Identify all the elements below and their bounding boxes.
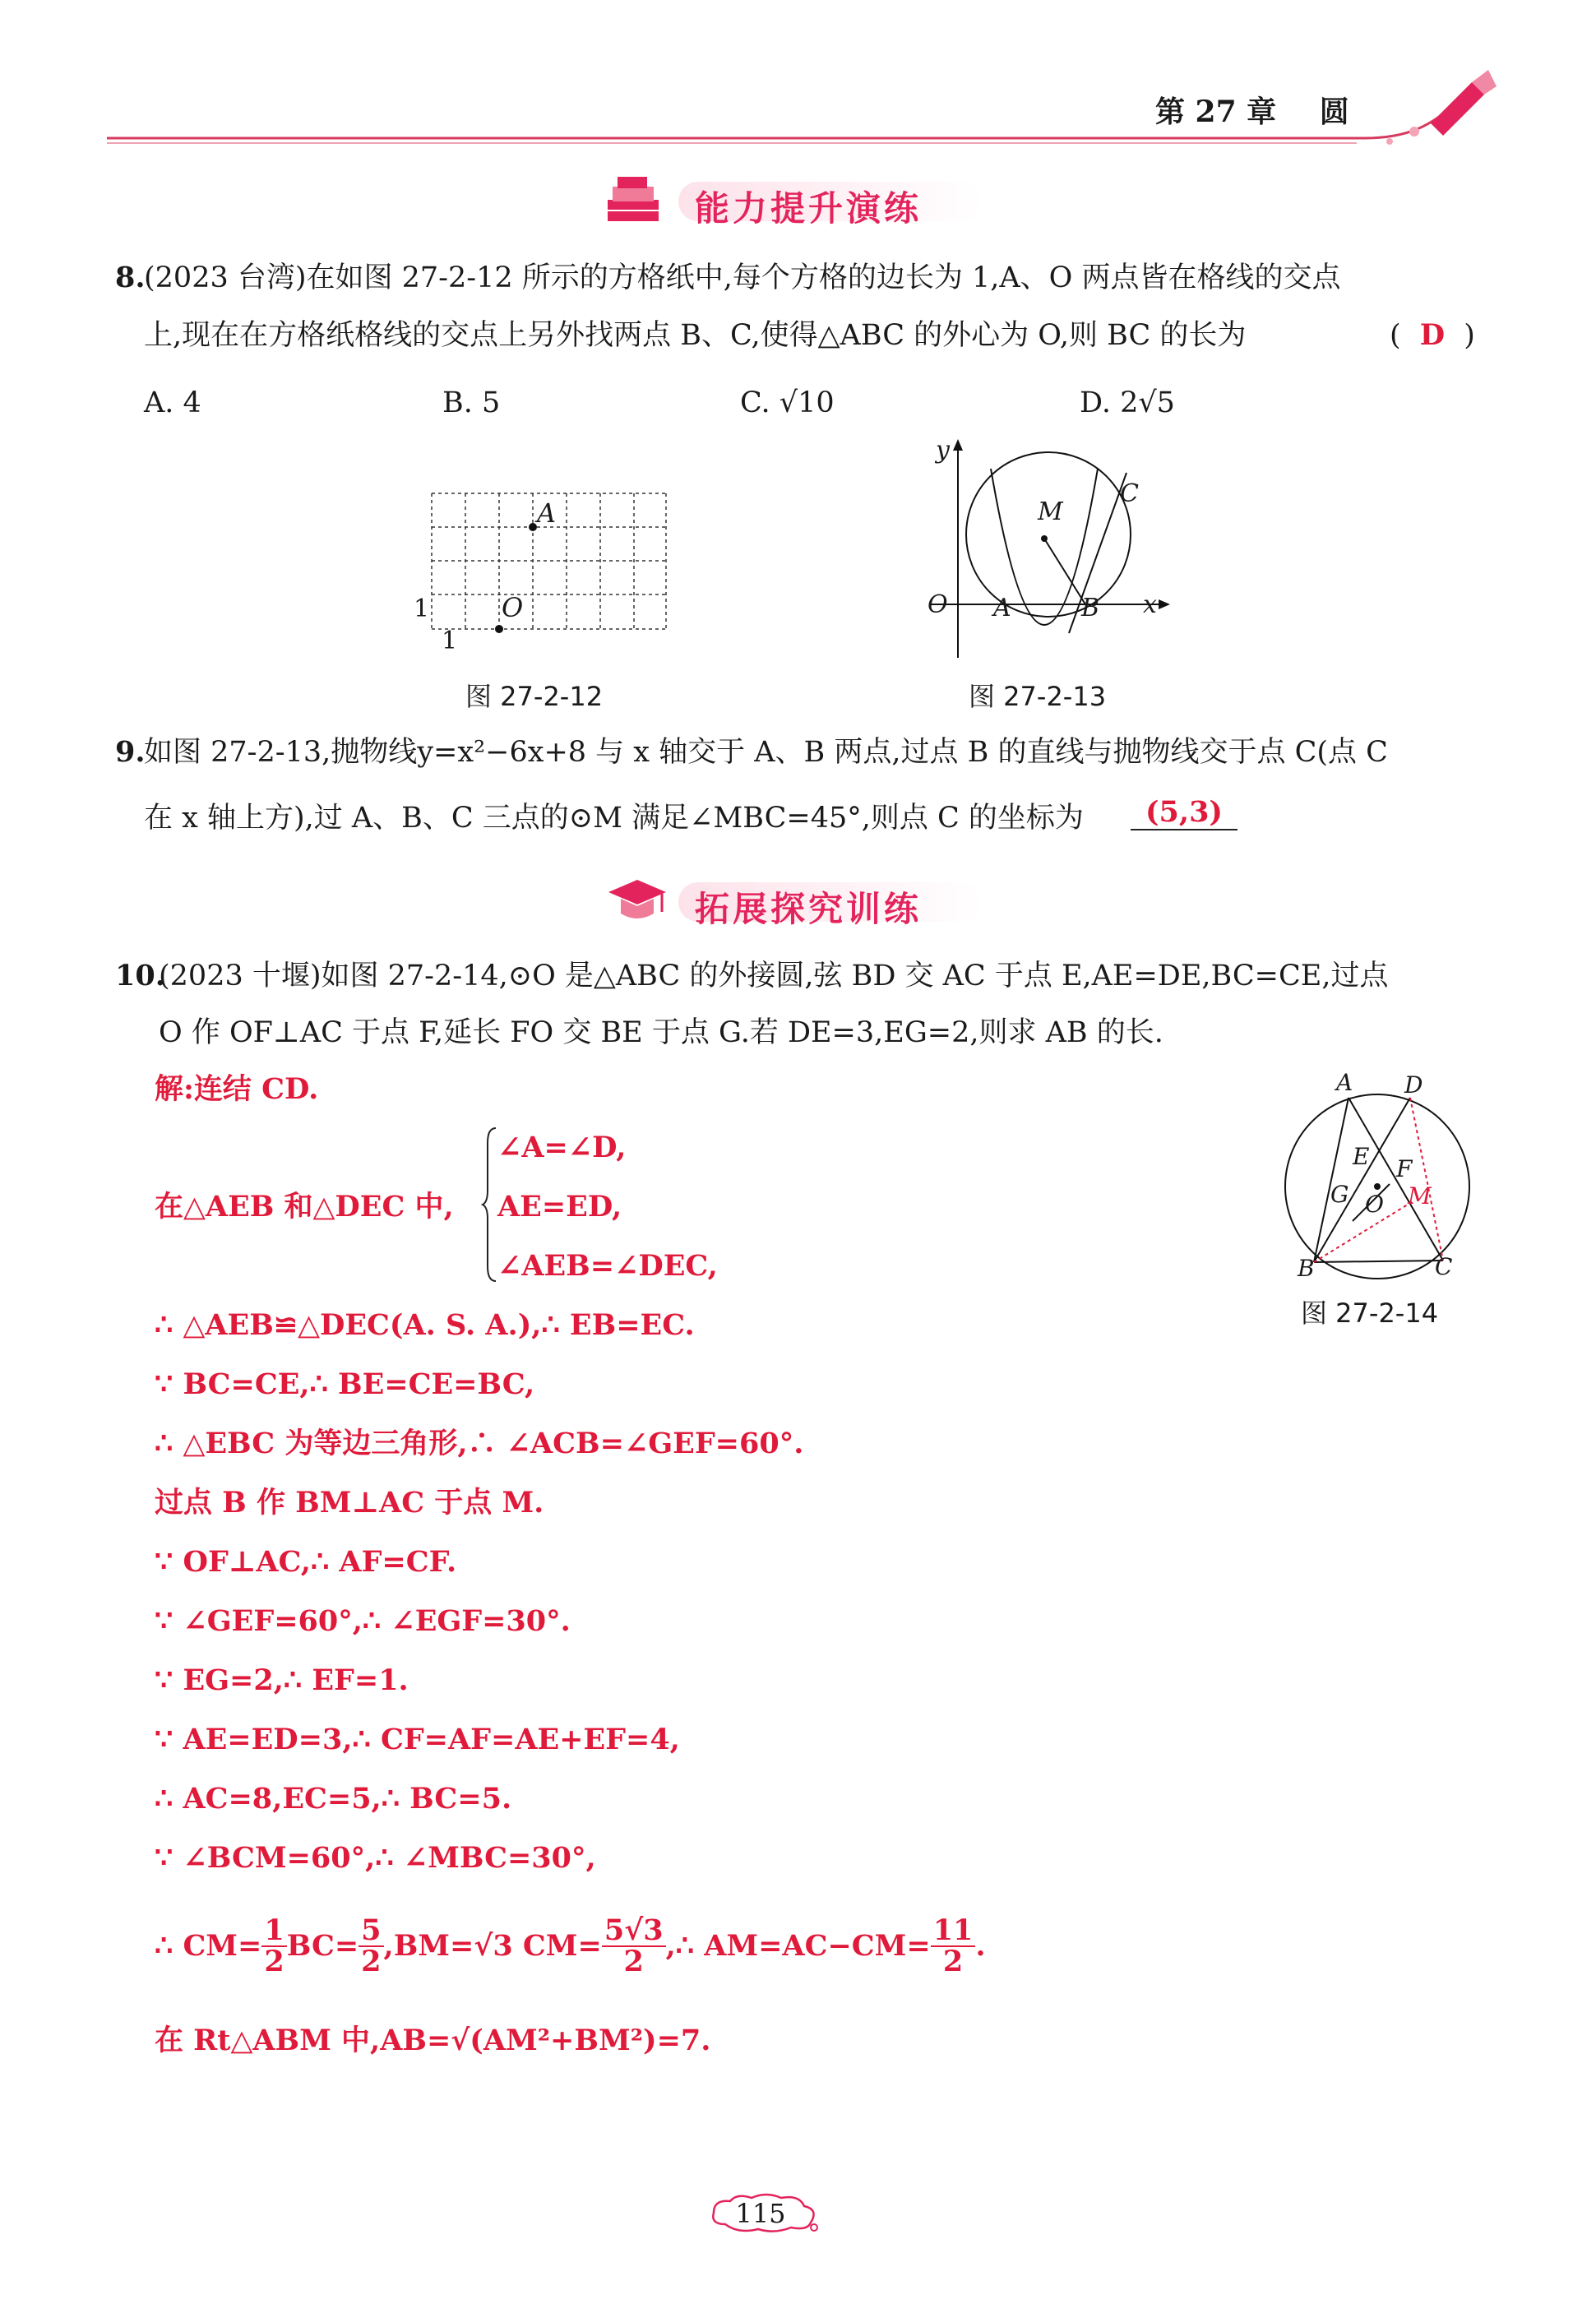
solution-step-7: ∵ EG=2,∴ EF=1. <box>155 1663 409 1697</box>
q8-option-a: A. 4 <box>144 386 201 419</box>
solution-step-6: ∵ ∠GEF=60°,∴ ∠EGF=30°. <box>155 1604 571 1638</box>
section-title-1: 能力提升演练 <box>695 188 923 229</box>
fig14-label-c: C <box>1435 1253 1453 1280</box>
fraction-1-2: $\frac{1}{2}$ <box>261 1916 286 1977</box>
solution-step-2: ∵ BC=CE,∴ BE=CE=BC, <box>155 1367 535 1401</box>
page-number: 115 <box>735 2198 786 2229</box>
fig13-label-y: y <box>936 436 950 465</box>
point-a-dot <box>529 523 537 531</box>
solution-case-prefix: 在△AEB 和△DEC 中, <box>155 1190 454 1224</box>
q9-answer-blank <box>1131 796 1237 830</box>
section-banner-1 <box>604 175 991 229</box>
solution-case3: ∠AEB=∠DEC, <box>497 1249 718 1283</box>
fraction-5-2: $\frac{5}{2}$ <box>359 1916 383 1977</box>
q8-line2: 上,现在在方格纸格线的交点上另外找两点 B、C,使得△ABC 的外心为 O,则 BC 的长为 <box>144 319 1247 352</box>
q9-line1: 如图 27-2-13,抛物线y=x²−6x+8 与 x 轴交于 A、B 两点,过点 B 的直线与抛物线交于点 C(点 C <box>144 736 1388 769</box>
fig13-label-a: A <box>993 594 1011 622</box>
solution-step-3: ∴ △EBC 为等边三角形,∴ ∠ACB=∠GEF=60°. <box>155 1427 804 1460</box>
fig14-label-a: A <box>1336 1069 1353 1096</box>
fig13-label-c: C <box>1120 479 1139 508</box>
center-o-dot <box>1374 1183 1381 1190</box>
fig14-label-m: M <box>1408 1182 1432 1210</box>
graduation-cap-icon <box>604 876 670 927</box>
fig14-label-g: G <box>1330 1181 1349 1208</box>
q8-option-c: C. √10 <box>740 386 835 419</box>
fig13-label-x: x <box>1143 590 1157 619</box>
q8-number: 8. <box>115 261 146 294</box>
solution-intro: 解:连结 CD. <box>155 1072 319 1106</box>
fig14-label-b: B <box>1298 1255 1315 1282</box>
solution-step-1: ∴ △AEB≌△DEC(A. S. A.),∴ EB=EC. <box>155 1308 695 1342</box>
q8-answer: D <box>1419 318 1446 352</box>
fig12-label-o: O <box>502 592 524 623</box>
chapter-number: 第 27 章 <box>1155 95 1277 129</box>
solution-step-4: 过点 B 作 BM⊥AC 于点 M. <box>155 1486 544 1520</box>
fig12-label-a: A <box>537 497 557 529</box>
fig14-label-o: O <box>1365 1191 1384 1218</box>
figure-parabola-circle <box>921 436 1184 666</box>
fraction-11-2: $\frac{11}{2}$ <box>931 1916 976 1977</box>
center-m-dot <box>1041 535 1048 542</box>
q8-option-d: D. 2√5 <box>1080 386 1175 419</box>
fig14-label-e: E <box>1353 1143 1370 1170</box>
fig13-label-m: M <box>1038 497 1063 526</box>
solution-step-5: ∵ OF⊥AC,∴ AF=CF. <box>155 1545 457 1579</box>
q9-number: 9. <box>115 735 146 769</box>
q10-line2: O 作 OF⊥AC 于点 F,延长 FO 交 BE 于点 G.若 DE=3,EG=2,则求 AB 的长. <box>159 1016 1163 1049</box>
solution-step-10: ∵ ∠BCM=60°,∴ ∠MBC=30°, <box>155 1841 596 1875</box>
fig13-caption: 图 27-2-13 <box>969 681 1107 712</box>
q9-line2: 在 x 轴上方),过 A、B、C 三点的⊙M 满足∠MBC=45°,则点 C 的坐标为 <box>144 802 1084 835</box>
page-number-badge <box>709 2191 824 2234</box>
fig12-caption: 图 27-2-12 <box>465 681 604 712</box>
fig14-caption: 图 27-2-14 <box>1301 1298 1439 1329</box>
solution-step-8: ∵ AE=ED=3,∴ CF=AF=AE+EF=4, <box>155 1723 680 1756</box>
q8-answer-bracket: ( D ) <box>1390 318 1475 352</box>
fig14-label-d: D <box>1404 1071 1423 1099</box>
section-title-2: 拓展探究训练 <box>695 889 923 929</box>
solution-step-11: ∴ CM= $\frac{1}{2}$ BC= $\frac{5}{2}$ ,BM=√3 CM= $\frac{5√3}{2}$ ,∴ AM=AC−CM= $\frac{11}{2}$ . <box>155 1913 986 1978</box>
solution-step-9: ∴ AC=8,EC=5,∴ BC=5. <box>155 1782 512 1816</box>
header-rule <box>107 66 1505 156</box>
solution-case1: ∠A=∠D, <box>497 1131 627 1164</box>
fig13-label-b: B <box>1081 594 1100 622</box>
q10-line1: (2023 十堰)如图 27-2-14,⊙O 是△ABC 的外接圆,弦 BD 交 AC 于点 E,AE=DE,BC=CE,过点 <box>159 960 1389 992</box>
chapter-title: 圆 <box>1319 95 1349 129</box>
circle-m <box>966 452 1131 617</box>
segment-mb <box>1044 539 1085 604</box>
fig14-label-f: F <box>1396 1155 1413 1182</box>
q9-answer: (5,3) <box>1145 795 1223 829</box>
q10-number: 10. <box>115 959 165 992</box>
q8-line1: (2023 台湾)在如图 27-2-12 所示的方格纸中,每个方格的边长为 1,A、O 两点皆在格线的交点 <box>144 261 1341 294</box>
fig12-unit-left: 1 <box>414 594 430 623</box>
brace <box>481 1126 497 1283</box>
solution-case2: AE=ED, <box>497 1190 622 1224</box>
fig12-unit-bottom: 1 <box>442 627 458 655</box>
solution-step-12: 在 Rt△ABM 中,AB=√(AM²+BM²)=7. <box>155 2024 711 2057</box>
section-banner-2 <box>604 876 991 927</box>
fig13-label-o: O <box>928 590 948 619</box>
point-o-dot <box>495 625 503 633</box>
fraction-5sqrt3-2: $\frac{5√3}{2}$ <box>602 1916 666 1977</box>
q8-option-b: B. 5 <box>442 386 501 419</box>
books-icon <box>604 175 670 226</box>
